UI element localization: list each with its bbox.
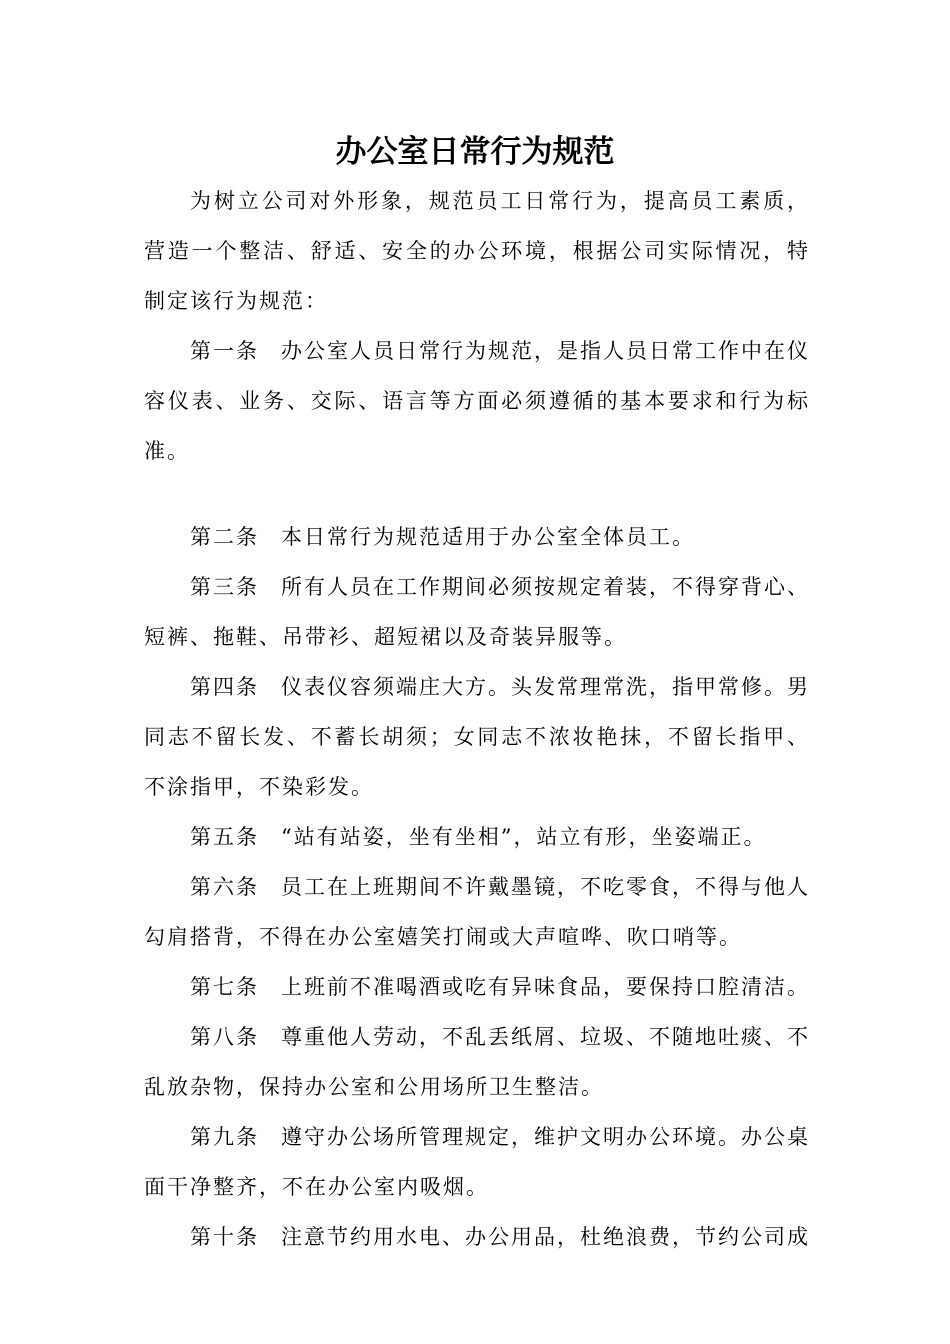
article-3	[144, 562, 810, 662]
article-5	[144, 812, 810, 862]
article-text: 所有人员在工作期间必须按规定着装，不得穿背心、短裤、拖鞋、吊带衫、超短裙以及奇装异服等。	[144, 575, 810, 649]
article-label: 第六条	[190, 875, 259, 899]
article-10	[144, 1212, 810, 1262]
document-body	[144, 176, 810, 1262]
paragraph-gap	[144, 476, 810, 512]
document-title: 办公室日常行为规范	[335, 134, 615, 170]
article-text: 员工在上班期间不许戴墨镜，不吃零食，不得与他人勾肩搭背，不得在办公室嬉笑打闹或大声喧哗、吹口哨等。	[144, 875, 810, 949]
article-text: 上班前不准喝酒或吃有异味食品，要保持口腔清洁。	[281, 975, 810, 999]
article-8	[144, 1012, 810, 1112]
article-label: 第七条	[190, 975, 259, 999]
article-text: 尊重他人劳动，不乱丢纸屑、垃圾、不随地吐痰、不乱放杂物，保持办公室和公用场所卫生整洁。	[144, 1025, 810, 1099]
article-label: 第三条	[190, 575, 259, 599]
article-text: 仪表仪容须端庄大方。头发常理常洗，指甲常修。男同志不留长发、不蓄长胡须；女同志不浓妆艳抹，不留长指甲、不涂指甲，不染彩发。	[144, 675, 810, 799]
article-7	[144, 962, 810, 1012]
article-label: 第九条	[190, 1125, 259, 1149]
article-9	[144, 1112, 810, 1212]
article-text: 本日常行为规范适用于办公室全体员工。	[281, 525, 695, 549]
article-text: 办公室人员日常行为规范，是指人员日常工作中在仪容仪表、业务、交际、语言等方面必须遵循的基本要求和行为标准。	[144, 339, 810, 463]
article-1	[144, 326, 810, 476]
article-6	[144, 862, 810, 962]
article-label: 第四条	[190, 675, 259, 699]
intro-paragraph: 为树立公司对外形象，规范员工日常行为，提高员工素质，营造一个整洁、舒适、安全的办公环境，根据公司实际情况，特制定该行为规范：	[144, 189, 810, 313]
article-label: 第十条	[190, 1225, 259, 1249]
article-text: 注意节约用水电、办公用品，杜绝浪费，节约公司成	[281, 1225, 810, 1249]
article-4	[144, 662, 810, 812]
article-text: 遵守办公场所管理规定，维护文明办公环境。办公桌面干净整齐，不在办公室内吸烟。	[144, 1125, 810, 1199]
article-text: “站有站姿，坐有坐相”，站立有形，坐姿端正。	[281, 825, 767, 849]
article-label: 第二条	[190, 525, 259, 549]
article-label: 第五条	[190, 825, 259, 849]
article-2	[144, 512, 810, 562]
article-label: 第一条	[190, 339, 259, 363]
article-label: 第八条	[190, 1025, 259, 1049]
